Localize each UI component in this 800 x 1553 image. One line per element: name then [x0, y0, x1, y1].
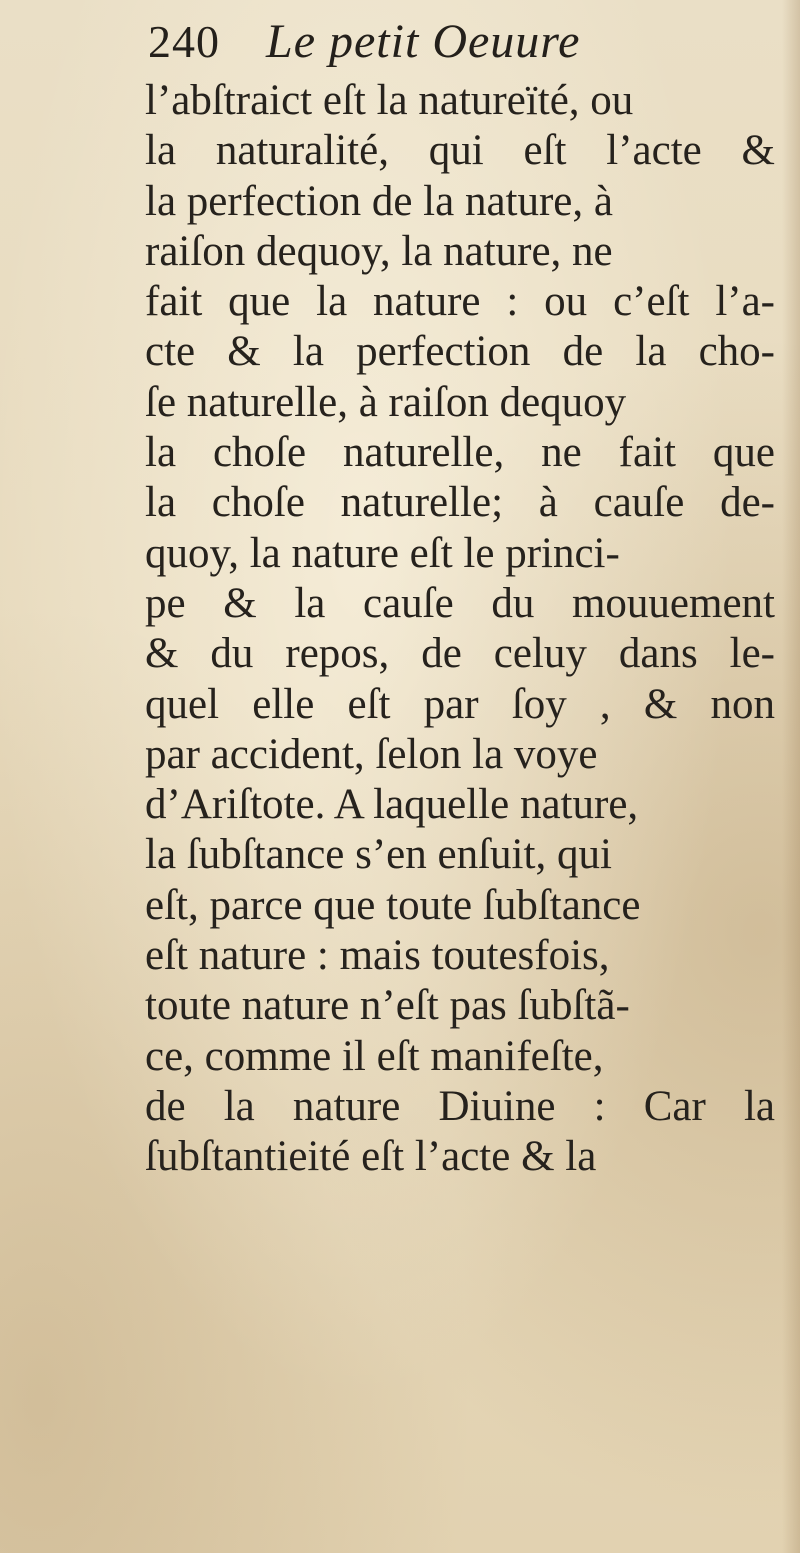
text-line-content: ce, comme il eſt manifeſte,	[145, 1032, 604, 1080]
text-line	[145, 931, 775, 981]
text-line-content: la choſe naturelle, ne fait que	[145, 429, 775, 477]
text-line-content: eſt nature : mais toutesfois,	[145, 932, 610, 980]
text-line-content: cte & la perfection de la cho-	[145, 328, 775, 376]
text-line	[145, 177, 775, 227]
running-head	[148, 14, 580, 80]
body-text	[145, 76, 775, 1183]
text-line	[145, 378, 775, 428]
text-line	[145, 227, 775, 277]
text-line-content: quoy, la nature eſt le princi-	[145, 529, 620, 577]
text-line-content: raiſon dequoy, la nature, ne	[145, 227, 613, 275]
text-line	[145, 1032, 775, 1082]
text-line	[145, 1132, 775, 1182]
text-line-content: la ſubſtance s’en enſuit, qui	[145, 831, 612, 879]
text-line-content: ſubſtantieité eſt l’acte & la	[145, 1133, 597, 1181]
text-line-content: la naturalité, qui eſt l’acte &	[145, 127, 775, 175]
text-line	[145, 1082, 775, 1132]
text-line	[145, 126, 775, 176]
text-line	[145, 428, 775, 478]
text-line-content: fait que la nature : ou c’eſt l’a-	[145, 278, 775, 326]
text-line-content: eſt, parce que toute ſubſtance	[145, 881, 641, 929]
text-line	[145, 680, 775, 730]
text-line	[145, 579, 775, 629]
page-number: 240	[148, 16, 220, 67]
text-line	[145, 881, 775, 931]
text-line	[145, 830, 775, 880]
text-line	[145, 327, 775, 377]
text-line-content: ſe naturelle, à raiſon dequoy	[145, 378, 627, 426]
text-line-content: l’abſtraict eſt la natureïté, ou	[145, 77, 634, 124]
text-line	[145, 730, 775, 780]
text-line	[145, 629, 775, 679]
text-line	[145, 76, 775, 126]
text-line-content: de la nature Diuine : Car la	[145, 1082, 775, 1130]
text-line-content: la choſe naturelle; à cauſe de-	[145, 479, 775, 527]
text-line	[145, 478, 775, 528]
text-line-content: quel elle eſt par ſoy , & non	[145, 680, 775, 728]
running-title: Le petit Oeuure	[266, 15, 581, 68]
text-line-content: d’Ariſtote. A laquelle nature,	[145, 781, 639, 829]
text-line	[145, 529, 775, 579]
text-line-content: par accident, ſelon la voye	[145, 730, 598, 778]
text-line	[145, 981, 775, 1031]
text-line-content: toute nature n’eſt pas ſubſtã-	[145, 982, 630, 1030]
text-line	[145, 277, 775, 327]
text-line-content: pe & la cauſe du mouuement	[145, 579, 775, 627]
text-line-content: & du repos, de celuy dans le-	[145, 630, 775, 678]
text-line	[145, 780, 775, 830]
text-line-content: la perfection de la nature, à	[145, 177, 613, 225]
